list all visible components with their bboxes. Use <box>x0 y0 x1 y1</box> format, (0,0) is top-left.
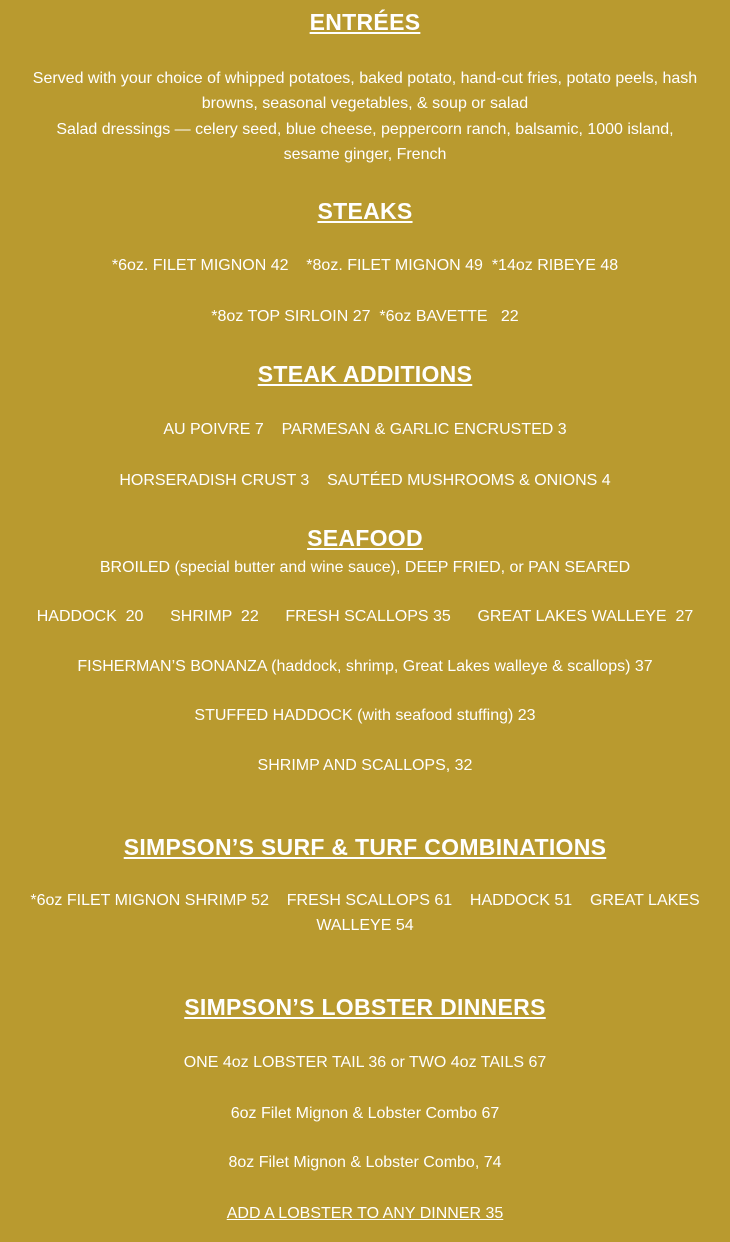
steaks-heading: STEAKS <box>317 198 413 224</box>
surf-turf-line-1: *6oz FILET MIGNON SHRIMP 52 FRESH SCALLOPS 61 HADDOCK 51 GREAT LAKES WALLEYE 54 <box>30 892 705 934</box>
steak-additions-heading: STEAK ADDITIONS <box>257 361 473 387</box>
steak-additions-line-1: AU POIVRE 7 PARMESAN & GARLIC ENCRUSTED 3 <box>163 421 567 438</box>
steaks-line-2: *8oz TOP SIRLOIN 27 *6oz BAVETTE 22 <box>211 308 519 325</box>
lobster-line-1: ONE 4oz LOBSTER TAIL 36 or TWO 4oz TAILS 67 <box>183 1054 547 1071</box>
seafood-line-4: SHRIMP AND SCALLOPS, 32 <box>257 757 473 774</box>
add-lobster-link[interactable]: ADD A LOBSTER TO ANY DINNER 35 <box>226 1205 504 1222</box>
lobster-heading: SIMPSON’S LOBSTER DINNERS <box>184 994 546 1020</box>
lobster-line-3: 8oz Filet Mignon & Lobster Combo, 74 <box>228 1154 502 1171</box>
entrees-heading: ENTRÉES <box>309 9 421 35</box>
steaks-line-1: *6oz. FILET MIGNON 42 *8oz. FILET MIGNON 49 *14oz RIBEYE 48 <box>111 257 619 274</box>
entrees-dressings-text: Salad dressings — celery seed, blue cheese, peppercorn ranch, balsamic, 1000 island, sesame ginger, French <box>56 121 674 163</box>
steak-additions-line-2: HORSERADISH CRUST 3 SAUTÉED MUSHROOMS & ONIONS 4 <box>119 472 611 489</box>
surf-turf-heading: SIMPSON’S SURF & TURF COMBINATIONS <box>123 834 607 860</box>
seafood-line-1: HADDOCK 20 SHRIMP 22 FRESH SCALLOPS 35 GREAT LAKES WALLEYE 27 <box>36 608 694 625</box>
seafood-line-2: FISHERMAN’S BONANZA (haddock, shrimp, Great Lakes walleye & scallops) 37 <box>77 658 653 675</box>
seafood-heading: SEAFOOD <box>307 525 423 551</box>
seafood-prep-text: BROILED (special butter and wine sauce), DEEP FRIED, or PAN SEARED <box>99 559 631 576</box>
lobster-line-2: 6oz Filet Mignon & Lobster Combo 67 <box>230 1105 500 1122</box>
entrees-sides-text: Served with your choice of whipped potatoes, baked potato, hand-cut fries, potato peels, hash browns, seasonal vegetables, & soup or salad <box>32 70 698 112</box>
seafood-line-3: STUFFED HADDOCK (with seafood stuffing) 23 <box>194 707 536 724</box>
